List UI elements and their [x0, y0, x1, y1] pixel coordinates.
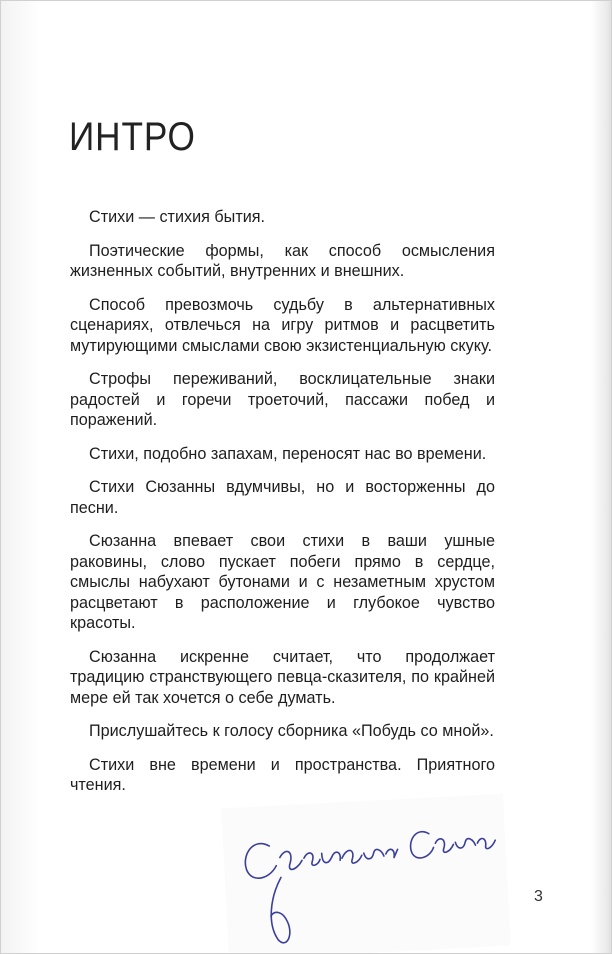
- paragraph: Прислушайтесь к голосу сборника «Побудь со мной».: [89, 722, 494, 740]
- paragraph: Стихи, подобно запахам, переносят нас во времени.: [89, 444, 487, 463]
- paragraph: Сюзанна впевает свои стихи в ваши ушные раковины, слово пускает побеги прямо в сердце, смыслы набухают бутонами и с незаметным хрустом расцветают в расположение и глубокое чувство красоты.: [70, 532, 495, 632]
- paragraph: Строфы переживаний, восклицательные знаки радостей и горечи троеточий, пассажи побед и поражений.: [70, 370, 495, 429]
- signature-icon: [221, 794, 511, 954]
- paragraph: Сюзанна искренне считает, что продолжает традицию странствующего певца-сказителя, по крайней мере ей так хочется о себе думать.: [70, 647, 495, 707]
- page-title: ИНТРО: [69, 115, 196, 159]
- intro-body: [70, 207, 495, 809]
- paragraph: Стихи — стихия бытия.: [89, 208, 266, 226]
- paragraph: Поэтические формы, как способ осмысления жизненных событий, внутренних и внешних.: [70, 241, 495, 280]
- page-number: 3: [534, 888, 543, 905]
- handwritten-signature: [221, 794, 511, 954]
- paragraph: Способ превозмочь судьбу в альтернативных сценариях, отвлечься на игру ритмов и расцветить мутирующими смыслами свою экзистенциальную скуку.: [70, 295, 495, 355]
- paragraph: Стихи Сюзанны вдумчивы, но и восторженны до песни.: [70, 478, 495, 517]
- paragraph: Стихи вне времени и пространства. Приятного чтения.: [70, 755, 495, 794]
